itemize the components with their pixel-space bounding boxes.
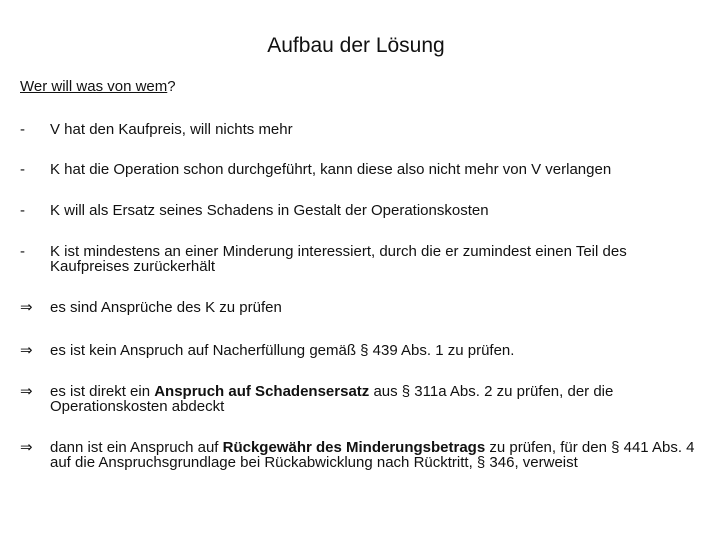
- arrow-item-text-post: zu prüfen, für den § 441 Abs. 4 auf die Anspruchsgrundlage bei Rückabwicklung nach Rücktritt, § 346, verweist: [50, 439, 695, 471]
- dash-item-1: [20, 122, 700, 137]
- page-title: Aufbau der Lösung: [267, 34, 445, 57]
- arrow-item-text: es sind Ansprüche des K zu prüfen: [50, 299, 282, 316]
- dash-item-4: [20, 244, 700, 274]
- question-underlined: Wer will was von wem: [20, 78, 168, 95]
- implies-arrow-icon: ⇒: [20, 439, 33, 456]
- dash-item-text: K ist mindestens an einer Minderung interessiert, durch die er zumindest einen Teil des Kaufpreises zurückerhält: [50, 243, 627, 275]
- arrow-item-4: [20, 440, 700, 470]
- arrow-item-text: [50, 384, 700, 414]
- arrow-item-text-bold: Rückgewähr des Minderungsbetrags: [222, 439, 486, 456]
- arrow-item-text: [50, 440, 700, 470]
- question-heading: [20, 77, 176, 97]
- dash-item-text: K will als Ersatz seines Schadens in Gestalt der Operationskosten: [50, 202, 489, 219]
- dash-bullet: -: [20, 161, 25, 178]
- dash-bullet: -: [20, 121, 25, 138]
- dash-item-text: V hat den Kaufpreis, will nichts mehr: [50, 121, 293, 138]
- arrow-item-text: es ist kein Anspruch auf Nacherfüllung gemäß § 439 Abs. 1 zu prüfen.: [50, 342, 515, 359]
- arrow-item-2: [20, 343, 700, 358]
- implies-arrow-icon: ⇒: [20, 383, 33, 400]
- arrow-item-text-pre: es ist direkt ein: [50, 383, 155, 400]
- dash-bullet: -: [20, 243, 25, 260]
- dash-bullet: -: [20, 202, 25, 219]
- arrow-item-3: [20, 384, 700, 414]
- arrow-item-text-post: aus § 311a Abs. 2 zu prüfen, der die Operationskosten abdeckt: [50, 383, 614, 415]
- dash-item-text: K hat die Operation schon durchgeführt, kann diese also nicht mehr von V verlangen: [50, 161, 612, 178]
- implies-arrow-icon: ⇒: [20, 299, 33, 316]
- implies-arrow-icon: ⇒: [20, 342, 33, 359]
- dash-item-3: [20, 203, 700, 218]
- question-mark: ?: [167, 78, 176, 95]
- dash-item-2: [20, 162, 700, 177]
- arrow-item-1: [20, 300, 700, 315]
- arrow-item-text-bold: Anspruch auf Schadensersatz: [154, 383, 370, 400]
- arrow-item-text-pre: dann ist ein Anspruch auf: [50, 439, 223, 456]
